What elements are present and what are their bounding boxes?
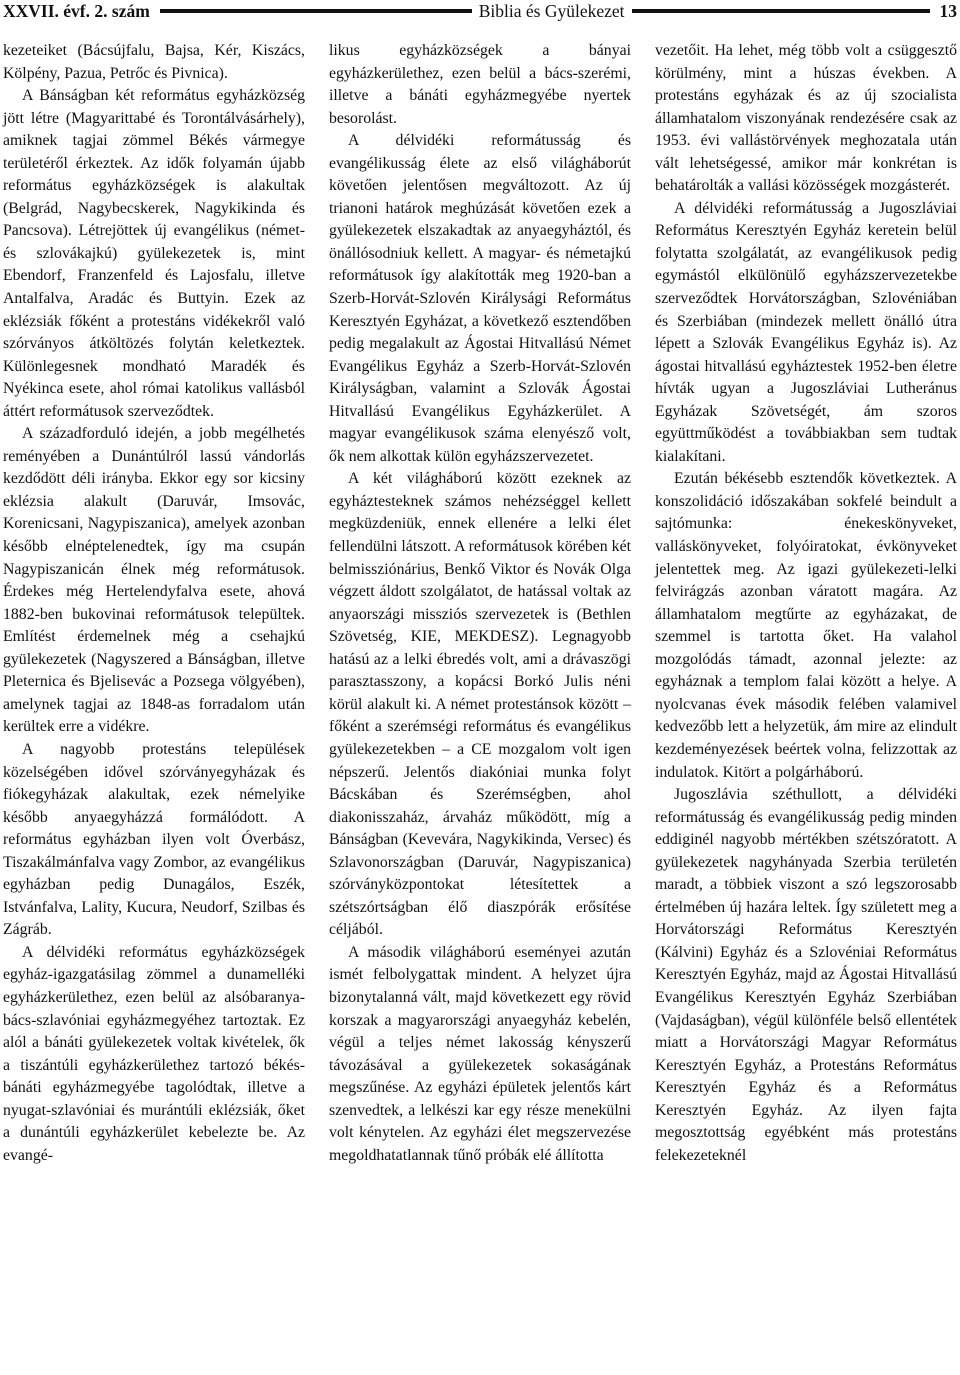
running-header: [3, 0, 957, 22]
paragraph: A délvidéki református egyházközségek egyház-igazgatásilag zömmel a dunamelléki egyházkerülethez, ezen belül az alsóbaranya-bács-szlavóniai egyházmegyéhez tartoztak. Ez alól a bánáti gyülekezetek voltak kivételek, ők a tiszántúli egyházkerülethez tartozó békés-bánáti egyházmegyébe tagolódtak, illetve a nyugat-szlavóniai és murántúli eklézsiák, őket a dunántúli egyházkerület kebelezte be. Az evangé-: [3, 943, 305, 1164]
paragraph: Ezután békésebb esztendők következtek. A konszolidáció időszakában sokfelé beindult a sajtómunka: énekeskönyveket, valláskönyveket, folyóiratokat, évkönyveket jelentettek meg. Az igazi gyülekezeti-lelki felvirágzás azonban váratott magára. Az államhatalom megtűrte az egyházakat, de szemmel is tartotta őket. Ha valahol mozgolódás támadt, azonnal jelezte: az egyháznak a templom falai között a helye. A nyolcvanas évek második felében valamivel kedvezőbb lett a helyzetük, ám mire az elindult kezdeményezések beértek volna, felizzottak az indulatok. Kitört a polgárháború.: [655, 470, 957, 781]
paragraph: likus egyházközségek a bányai egyházkerülethez, ezen belül a bács-szerémi, illetve a bánáti egyházmegyébe nyertek besorolást.: [329, 42, 631, 127]
column-1: [3, 40, 305, 1365]
paragraph: Jugoszlávia széthullott, a délvidéki reformátusság és evangélikusság pedig minden eddiginél nagyobb mértékben szétszóratott. A gyülekezetek nagyhányada Szerbia területén maradt, a többiek viszont a szó legszorosabb értelmében új hazára leltek. Így született meg a Horvátországi Református Keresztyén (Kálvini) Egyház és a Szlovéniai Református Keresztyén Egyház, majd az Ágostai Hitvallású Evangélikus Keresztyén Egyház Szerbiában (Vajdaságban), végül különféle belső ellentétek miatt a Horvátországi Magyar Református Keresztyén Egyház, a Protestáns Református Keresztyén Egyház és a Református Keresztyén Egyház. Az ilyen fajta megosztottság egyébként más protestáns felekezeteknél: [655, 786, 957, 1164]
paragraph: A Bánságban két református egyházközség jött létre (Magyarittabé és Torontálvásárhely), amiknek tagjai zömmel Békés vármegye területéről érkeztek. Az idők folyamán újabb református egyházközségek is alakultak (Belgrád, Nagybecskerek, Nagykikinda és Pancsova). Létrejöttek új evangélikus (német- és szlovákajkú) gyülekezetek is, mint Ebendorf, Franzenfeld és Lajosfalu, illetve Antalfalva, Aradác és Buttyin. Ezek az eklézsiák főként a protestáns vidékekről való szórványos átköltözés folytán keletkeztek. Különlegesnek mondható Maradék és Nyékinca esete, ahol római katolikus vallásból áttért reformátusok szerveződtek.: [3, 87, 305, 420]
column-3: [655, 40, 957, 1365]
journal-title: Biblia és Gyülekezet: [478, 0, 625, 21]
column-2: [329, 40, 631, 1365]
paragraph: A délvidéki reformátusság a Jugoszláviai Református Keresztyén Egyház keretein belül folytatta szolgálatát, az evangélikusok pedig egymástól elkülönülő egyházszervezetekbe szerveződtek Horvátországban, Szlovéniában és Szerbiában (mindezek mellett önálló útra lépett a Szlovák Evangélikus Egyház is). Az ágostai hitvallású egyháztestek 1952-ben életre hívták ugyan a Jugoszláviai Lutheránus Egyházak Szövetségét, ám szoros együttműködést a továbbiakban sem tudtak kialakítani.: [655, 199, 957, 465]
issue-label: XXVII. évf. 2. szám: [3, 0, 150, 21]
paragraph: A századforduló idején, a jobb megélhetés reményében a Dunántúlról lassú vándorlás kezdődött déli irányba. Ekkor egy sor kicsiny eklézsia alakult (Daruvár, Imsovác, Korenicsani, Nagypiszanica), amelyek azonban később elnéptelenedtek, így ma csupán Nagypiszanicán élnek még reformátusok. Érdekes még Hertelendyfalva esete, ahová 1882-ben bukovinai reformátusok települtek. Említést érdemelnek még a csehajkú gyülekezetek (Nagyszered a Bánságban, illetve Pleternica és Bjelisevác a Pozsega völgyében), amelynek tagjai az 1848-as forradalom után kerültek erre a vidékre.: [3, 425, 305, 736]
paragraph: A második világháború eseményei azután ismét felbolygattak mindent. A helyzet újra bizonytalanná vált, majd következett egy rövid korszak a magyarországi anyaegyház kebelén, végül a teljes német lakosság kényszerű távozásával a gyülekezetek sokaságának megszűnése. Az egyházi épületek jelentős kárt szenvedtek, a lelkészi kar egy része menekülni volt kénytelen. Az egyházi élet megszervezése megoldhatatlannak tűnő próbák elé állította: [329, 943, 631, 1164]
paragraph: A nagyobb protestáns települések közelségében idővel szórványegyházak és fiókegyházak alakultak, ezek némelyike később anyaegyházzá formálódott. A református egyházban ilyen volt Óverbász, Tiszakálmánfalva vagy Zombor, az evangélikus egyházban pedig Dunagálos, Eszék, Istvánfalva, Lality, Kucura, Neudorf, Szilbas és Zágráb.: [3, 740, 305, 939]
paragraph: kezeteiket (Bácsújfalu, Bajsa, Kér, Kiszács, Kölpény, Pazua, Petrőc és Pivnica).: [3, 42, 305, 82]
page-number: 13: [939, 0, 957, 21]
header-rule-left: [160, 9, 472, 13]
paragraph: A két világháború között ezeknek az egyháztesteknek számos nehézséggel kellett megküzdeniük, ennek ellenére a lelki élet fellendülni látszott. A reformátusok körében két belmissziónárius, Benkő Viktor és Novák Olga végzett áldott szolgálatot, de hatással voltak az anyaországi missziós szervezetek is (Bethlen Szövetség, KIE, MEKDESZ). Legnagyobb hatású az a lelki ébredés volt, ami a drávaszögi parasztasszony, a kopácsi Borkó Julis néni körül alakult ki. A német protestánsok között – főként a szerémségi református és evangélikus gyülekezetekben – a CE mozgalom volt igen népszerű. Jelentős diakóniai munka folyt Bácskában és Szerémségben, ahol diakonisszaház, árvaház működött, míg a Bánságban (Kevevára, Nagykikinda, Versec) és Szlavonországban (Daruvár, Nagypiszanica) szórványközpontokat létesítettek a szétszórtságban élő diaszpórák erősítése céljából.: [329, 470, 631, 939]
text-columns: [3, 40, 957, 1365]
paragraph: vezetőit. Ha lehet, még több volt a csüggesztő körülmény, mint a húszas években. A protestáns egyházak és az új szocialista államhatalom viszonyának rendezésére csak az 1953. évi vallástörvények meghozatala után vált lehetségessé, amikor már konkrétan is behatárolták a vallási közösségek mozgásterét.: [655, 42, 957, 195]
paragraph: A délvidéki reformátusság és evangélikusság élete az első világháborút követően jelentősen megváltozott. Az új trianoni határok meghúzását követően ezek a gyülekezetek elszakadtak az anyaegyháztól, és önállósodniuk kellett. A magyar- és németajkú reformátusok így alakították meg 1920-ban a Szerb-Horvát-Szlovén Királysági Református Keresztyén Egyházat, a következő esztendőben pedig megalakult az Ágostai Hitvallású Német Evangélikus Egyház a Szerb-Horvát-Szlovén Királyságban, valamint a Szlovák Ágostai Hitvallású Evangélikus Egyházkerület. A magyar evangélikusok száma elenyésző volt, ők nem alkottak külön egyházszervezetet.: [329, 132, 631, 465]
header-rule-right: [632, 9, 930, 13]
